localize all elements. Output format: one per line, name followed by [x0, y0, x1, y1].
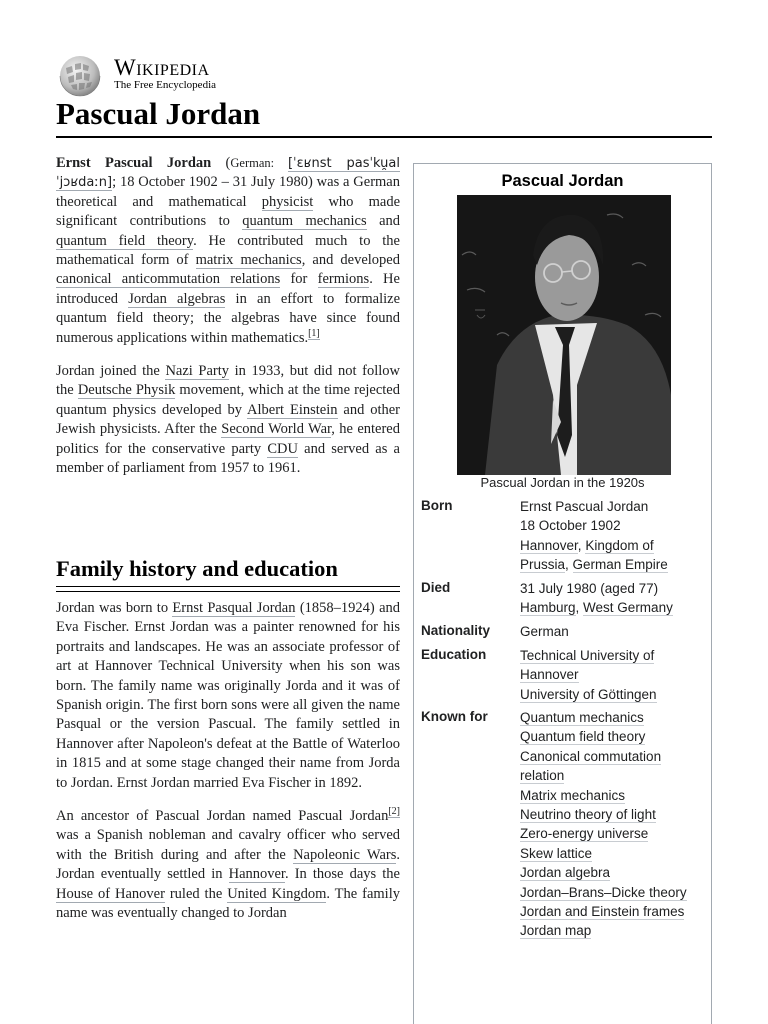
link-fermions[interactable]: fermions	[317, 271, 370, 288]
known-for-link[interactable]: Jordan algebra	[520, 865, 611, 881]
site-wordmark[interactable]: Wikipedia	[114, 55, 210, 80]
wikipedia-globe-logo[interactable]	[56, 54, 104, 98]
link-hannover[interactable]: Hannover	[228, 866, 285, 883]
infobox-title: Pascual Jordan	[501, 172, 624, 190]
link-quantum-mechanics[interactable]: quantum mechanics	[242, 213, 367, 230]
known-for-link[interactable]: Canonical commutation	[520, 748, 662, 764]
link-born-hannover[interactable]: Hannover	[520, 537, 578, 553]
known-for-link[interactable]: Jordan and Einstein frames	[520, 904, 685, 920]
known-for-link[interactable]: Quantum mechanics	[520, 710, 644, 725]
nationality-value: German	[520, 624, 569, 639]
subject-name: Ernst Pascual Jordan	[56, 155, 212, 171]
known-for-link[interactable]: Quantum field theory	[520, 729, 646, 745]
link-second-world-war[interactable]: Second World War	[221, 421, 332, 438]
section-paragraph-1: Jordan was born to Ernst Pasqual Jordan (1858–1924) and Eva Fischer. Ernst Jordan was a painter renowned for his portraits and landscapes. He was an associate professor of art at Hannover Technical University when his son was born. The family name was originally Jorda and it was of Spanish origin. The first born sons were all given the name Pasqual or the version Pascual. The family settled in Hannover after Napoleon's defeat at the Battle of Waterloo in 1815 and at some stage changed their name from Jorda to Jordan. Ernst Jordan married Eva Fischer in 1892.	[56, 600, 401, 791]
link-ernst-pasqual-jordan[interactable]: Ernst Pasqual Jordan	[172, 600, 296, 616]
link-deutsche-physik[interactable]: Deutsche Physik	[77, 382, 176, 399]
link-german-empire[interactable]: German Empire	[572, 557, 668, 573]
link-house-of-hanover[interactable]: House of Hanover	[56, 885, 165, 902]
known-for-link[interactable]: Matrix mechanics	[520, 787, 626, 803]
born-date: 18 October 1902	[520, 518, 621, 534]
nationality-label: Nationality	[421, 623, 491, 638]
known-for-link[interactable]: Jordan–Brans–Dicke theory	[520, 884, 687, 900]
link-jordan-algebras[interactable]: Jordan algebras	[128, 290, 226, 307]
portrait-caption: Pascual Jordan in the 1920s	[480, 475, 645, 490]
link-canonical-anticommutation-relations[interactable]: canonical anticommutation relations	[56, 271, 281, 288]
known-for-link[interactable]: Neutrino theory of light	[520, 807, 656, 823]
lead-paragraph-1: Ernst Pascual Jordan (German: [ˈɛʁnst pasˈku̯al ˈjɔʁdaːn]; 18 October 1902 – 31 July 1980) was a German theoretical and mathematical physicist who made significant contributions to quantum mechanics and quantum field theory. He contributed much to the mathematical form of matrix mechanics, and developed canonical anticommutation relations for fermions. He introduced Jordan algebras in an effort to formalize quantum field theory; the algebras have since found numerous applications within mathematics.[1]	[56, 155, 401, 346]
language-label: German:	[230, 156, 288, 170]
died-value: 31 July 1980 (aged 77) Hamburg, West Germany	[520, 579, 700, 618]
infobox	[413, 163, 712, 1024]
page-title: Pascual Jordan	[56, 96, 261, 131]
title-divider	[56, 136, 712, 138]
link-university-of-gottingen[interactable]: University of Göttingen	[520, 686, 657, 702]
known-for-label: Known for	[421, 709, 488, 724]
link-hamburg[interactable]: Hamburg	[520, 600, 576, 616]
site-header	[56, 54, 356, 98]
born-value: Ernst Pascual Jordan 18 October 1902 Hannover, Kingdom of Prussia, German Empire	[520, 497, 700, 575]
reference-link-1[interactable]: [1]	[308, 327, 320, 339]
link-kingdom-of-prussia-cont[interactable]: Prussia	[520, 557, 566, 573]
portrait-photo[interactable]	[457, 195, 671, 475]
link-albert-einstein[interactable]: Albert Einstein	[247, 401, 338, 418]
link-united-kingdom[interactable]: United Kingdom	[227, 885, 327, 902]
known-for-link[interactable]: Zero-energy universe	[520, 826, 649, 842]
link-nazi-party[interactable]: Nazi Party	[165, 363, 230, 380]
known-for-value	[520, 708, 700, 941]
link-matrix-mechanics[interactable]: matrix mechanics	[195, 252, 302, 269]
education-label: Education	[421, 647, 487, 662]
section-body	[56, 599, 400, 938]
portrait-illustration	[457, 195, 671, 475]
ipa-pronunciation-link[interactable]: [ˈɛʁnst pasˈku̯al ˈjɔʁdaːn]	[56, 156, 400, 191]
section-heading: Family history and education	[56, 556, 338, 581]
died-date: 31 July 1980 (aged 77)	[520, 581, 659, 596]
link-quantum-field-theory[interactable]: quantum field theory	[56, 232, 194, 249]
link-cdu[interactable]: CDU	[267, 440, 298, 457]
died-label: Died	[421, 580, 451, 595]
lead-paragraph-2: Jordan joined the Nazi Party in 1933, but did not follow the Deutsche Physik movement, which at the time rejected quantum physics developed by Albert Einstein and other Jewish physicists. After the Second World War, he entered politics for the conservative party CDU and served as a member of parliament from 1957 to 1961.	[56, 363, 400, 477]
link-physicist[interactable]: physicist	[261, 193, 314, 210]
link-technical-university-of-hannover-cont[interactable]: Hannover	[520, 667, 579, 683]
link-west-germany[interactable]: West Germany	[583, 600, 673, 616]
section-divider	[56, 586, 400, 592]
link-kingdom-of-prussia[interactable]: Kingdom of	[585, 537, 654, 553]
section-paragraph-2: An ancestor of Pascual Jordan named Pascual Jordan[2] was a Spanish nobleman and cavalry officer who served with the British during and after the Napoleonic Wars. Jordan eventually settled in Hannover. In those days the House of Hanover ruled the United Kingdom. The family name was eventually changed to Jordan	[56, 806, 400, 922]
born-name: Ernst Pascual Jordan	[520, 499, 649, 514]
article-lead	[56, 154, 400, 493]
born-label: Born	[421, 498, 453, 513]
known-for-link[interactable]: Skew lattice	[520, 845, 593, 861]
education-value	[520, 646, 700, 704]
known-for-link[interactable]: relation	[520, 768, 565, 784]
link-napoleonic-wars[interactable]: Napoleonic Wars	[293, 846, 397, 863]
site-tagline: The Free Encyclopedia	[114, 79, 217, 91]
known-for-link[interactable]: Jordan map	[520, 923, 592, 939]
link-technical-university-of-hannover[interactable]: Technical University of	[520, 648, 655, 663]
reference-link-2[interactable]: [2]	[388, 806, 400, 818]
